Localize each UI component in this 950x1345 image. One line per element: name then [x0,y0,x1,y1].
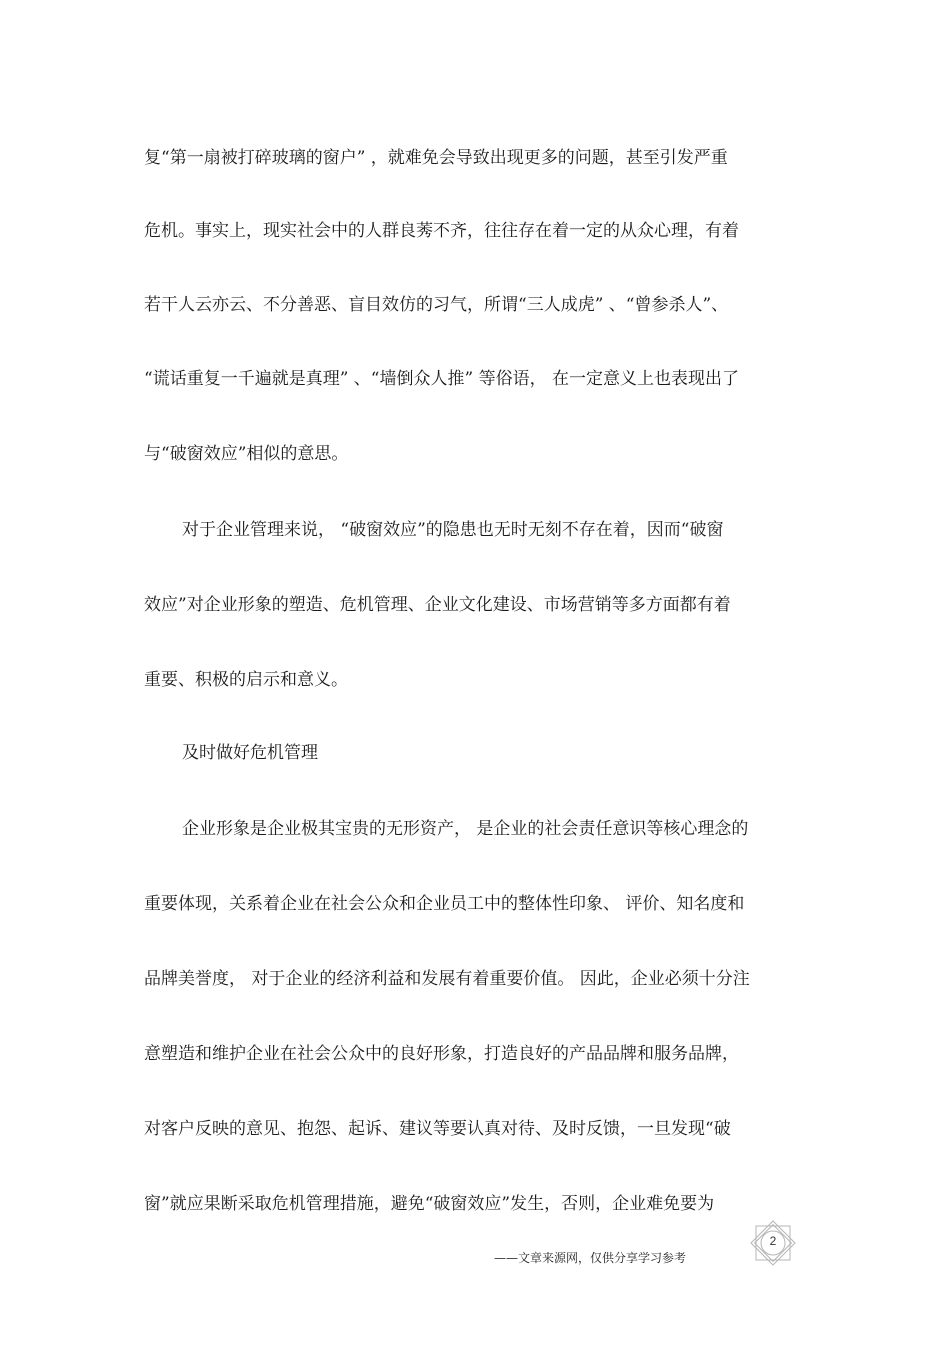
body-line: “谎话重复一千遍就是真理” 、“墙倒众人推” 等俗语， 在一定意义上也表现出了 [144,369,739,389]
body-line: 企业形象是企业极其宝贵的无形资产， 是企业的社会责任意识等核心理念的 [182,819,749,839]
body-line: 效应”对企业形象的塑造、危机管理、企业文化建设、市场营销等多方面都有着 [144,595,731,615]
section-heading: 及时做好危机管理 [182,743,318,763]
page-number-badge [748,1220,798,1266]
page-number: 2 [769,1234,777,1248]
body-line: 意塑造和维护企业在社会公众中的良好形象，打造良好的产品品牌和服务品牌， [144,1044,739,1064]
body-line: 重要、积极的启示和意义。 [144,670,348,690]
body-line: 若干人云亦云、不分善恶、盲目效仿的习气，所谓“三人成虎” 、“曾参杀人”、 [144,295,729,315]
body-line: 危机。事实上，现实社会中的人群良莠不齐，往往存在着一定的从众心理，有着 [144,221,739,241]
body-line: 复“第一扇被打碎玻璃的窗户” ，就难免会导致出现更多的问题，甚至引发严重 [144,148,728,168]
body-line: 对客户反映的意见、抱怨、起诉、建议等要认真对待、及时反馈，一旦发现“破 [144,1119,731,1139]
body-line: 窗”就应果断采取危机管理措施，避免“破窗效应”发生，否则，企业难免要为 [144,1194,715,1214]
body-line: 对于企业管理来说， “破窗效应”的隐患也无时无刻不存在着，因而“破窗 [182,520,724,540]
body-line: 品牌美誉度， 对于企业的经济利益和发展有着重要价值。 因此，企业必须十分注 [144,969,750,989]
body-line: 与“破窗效应”相似的意思。 [144,444,349,464]
body-line: 重要体现，关系着企业在社会公众和企业员工中的整体性印象、 评价、知名度和 [144,894,745,914]
footer-source-note: ——文章来源网，仅供分享学习参考 [494,1251,687,1265]
